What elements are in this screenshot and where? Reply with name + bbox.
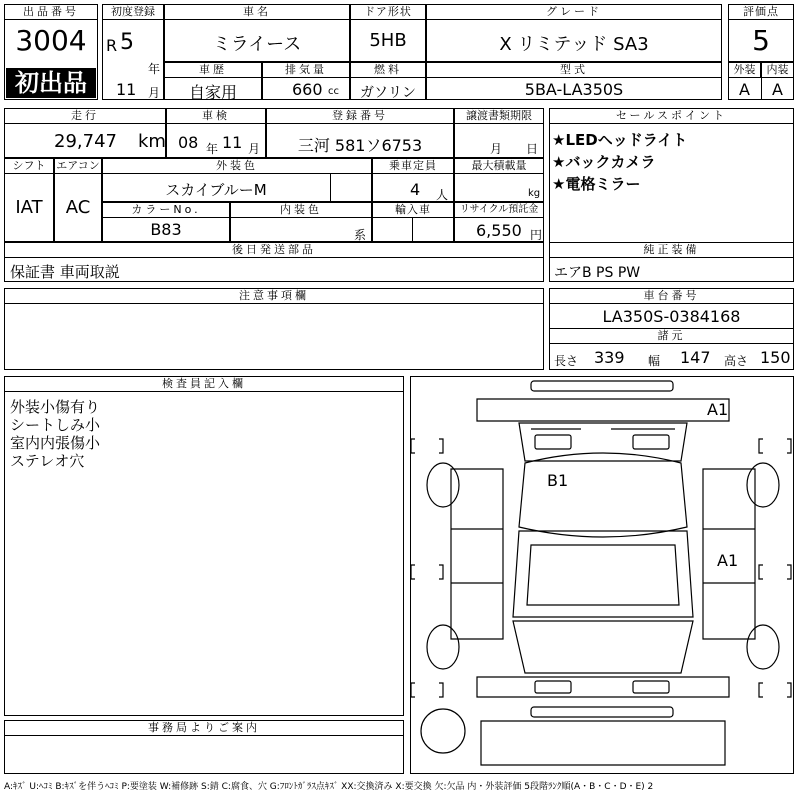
car-name-label: 車名	[164, 4, 350, 20]
ext-color: スカイブルーM	[165, 181, 267, 199]
door-type: 5HB	[369, 30, 407, 51]
displacement-unit: cc	[328, 86, 339, 97]
equipment-label: 純正装備	[549, 242, 794, 258]
capacity: 4	[410, 180, 421, 199]
inspector-line: 室内内張傷小	[10, 434, 101, 452]
first-registration-year: 5	[120, 30, 134, 55]
first-registration-era: R	[106, 36, 118, 55]
exterior-score: A	[739, 80, 750, 99]
history: 自家用	[188, 83, 237, 102]
inspector-line: 外装小傷有り	[10, 398, 101, 416]
import-label: 輸入車	[372, 202, 454, 218]
spec-width-label: 幅	[648, 354, 661, 368]
exterior-label: 外装	[728, 62, 761, 78]
recycle-label: リサイクル預託金	[454, 202, 544, 218]
inspector-label: 検査員記入欄	[4, 376, 404, 392]
first-registration-label: 初度登録	[102, 4, 164, 20]
door-label: ドア形状	[350, 4, 426, 20]
ext-color-divider	[330, 174, 331, 202]
displacement-label: 排気量	[262, 62, 350, 78]
sales-point-item: ★バックカメラ	[552, 153, 656, 171]
color-no-label: カラーNo.	[102, 202, 230, 218]
mileage-label: 走行	[4, 108, 166, 124]
first-registration-month-unit: 月	[148, 86, 161, 100]
sales-point-item: ★LEDヘッドライト	[552, 131, 688, 149]
spec-height-label: 高さ	[724, 354, 749, 368]
damage-mark: A1	[717, 551, 739, 570]
capacity-unit: 人	[436, 188, 449, 202]
first-registration-month: 11	[116, 80, 137, 99]
recycle-unit: 円	[530, 228, 543, 242]
fuel: ガソリン	[360, 85, 416, 101]
aircon: AC	[65, 197, 91, 218]
lot-number-label: 出品番号	[4, 4, 98, 20]
lot-number: 3004	[15, 24, 87, 57]
spec-length-label: 長さ	[554, 354, 579, 368]
grade-label: グレード	[426, 4, 722, 20]
mileage-unit: km	[138, 131, 166, 152]
displacement: 660	[292, 80, 323, 99]
sales-point-item: ★電格ミラー	[552, 175, 641, 193]
aircon-label: エアコン	[54, 158, 102, 174]
spec-length: 339	[594, 348, 625, 367]
model-code: 5BA-LA350S	[524, 80, 624, 99]
transfer-month-unit: 月	[490, 142, 503, 156]
first-listing-badge: 初出品	[6, 68, 96, 98]
history-label: 車歴	[164, 62, 262, 78]
ext-color-label: 外装色	[102, 158, 372, 174]
interior-score: A	[772, 80, 783, 99]
shift-label: シフト	[4, 158, 54, 174]
plate-number: 三河 581ソ6753	[297, 136, 423, 155]
later-parts: 保証書 車両取説	[10, 263, 120, 281]
notes-label: 注意事項欄	[4, 288, 544, 304]
interior-label: 内装	[761, 62, 794, 78]
grade: X リミテッド SA3	[499, 34, 649, 55]
max-load-unit: kg	[528, 188, 541, 199]
model-label: 型式	[426, 62, 722, 78]
car-diagram-box	[410, 376, 794, 774]
inspection-month: 11	[222, 133, 243, 152]
capacity-label: 乗車定員	[372, 158, 454, 174]
shift-type: IAT	[15, 197, 43, 218]
damage-mark: B1	[547, 471, 569, 490]
transfer-label: 譲渡書類期限	[454, 108, 544, 124]
color-no: B83	[150, 220, 182, 239]
equipment: エアB PS PW	[554, 265, 641, 281]
score-label: 評価点	[728, 4, 794, 20]
max-load-label: 最大積載量	[454, 158, 544, 174]
fuel-label: 燃料	[350, 62, 426, 78]
spec-width: 147	[680, 348, 711, 367]
chassis-label: 車台番号	[549, 288, 794, 304]
inspection-year: 08	[178, 133, 199, 152]
score: 5	[752, 24, 770, 57]
inspector-line: シートしみ小	[10, 416, 101, 434]
mileage: 29,747	[54, 131, 117, 152]
plate-label: 登録番号	[266, 108, 454, 124]
inspection-month-unit: 月	[248, 142, 261, 156]
inspector-line: ステレオ穴	[10, 452, 85, 470]
recycle-fee: 6,550	[476, 221, 522, 240]
office-label: 事務局よりご案内	[4, 720, 404, 736]
import-divider	[412, 218, 413, 242]
int-color-unit: 系	[354, 228, 367, 242]
damage-mark: A1	[707, 400, 729, 419]
inspection-label: 車検	[166, 108, 266, 124]
chassis-number: LA350S-0384168	[602, 307, 741, 326]
later-parts-label: 後日発送部品	[4, 242, 544, 258]
car-diagram	[411, 377, 795, 775]
inspection-year-unit: 年	[206, 142, 219, 156]
spec-height: 150	[760, 348, 791, 367]
specs-label: 諸元	[549, 328, 794, 344]
int-color-label: 内装色	[230, 202, 372, 218]
legend-footer: A:ｷｽﾞ U:ﾍｺﾐ B:ｷｽﾞを伴うﾍｺﾐ P:要塗装 W:補修跡 S:錆 C:腐食、穴 G:ﾌﾛﾝﾄｶﾞﾗｽ点ｷｽﾞ XX:交換済み X:要交換 欠:欠品 内・外装評価 5段階ﾗﾝｸ順(A・B・C・D・E) 2	[4, 782, 654, 792]
first-registration-year-unit: 年	[148, 62, 161, 76]
sales-points-label: セールスポイント	[549, 108, 794, 124]
car-name: ミライース	[212, 34, 302, 55]
transfer-day-unit: 日	[526, 142, 539, 156]
